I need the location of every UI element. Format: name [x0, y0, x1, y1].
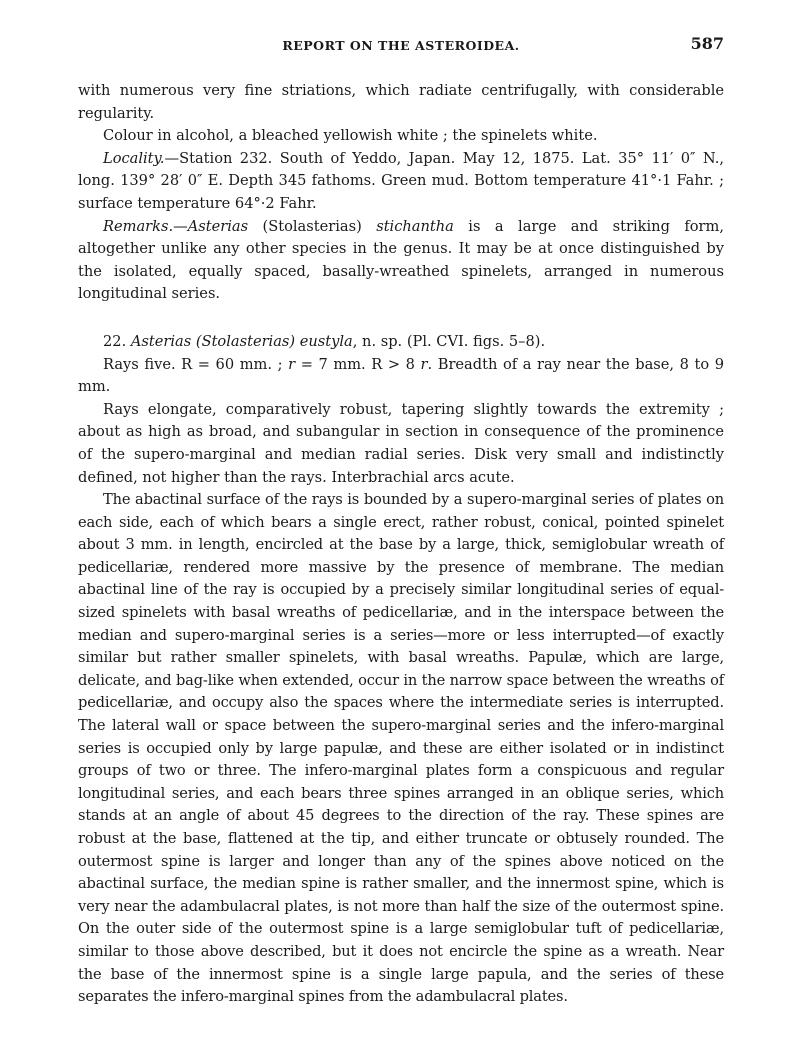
body-text — [78, 80, 724, 1009]
remarks-paragraph — [78, 216, 724, 306]
locality-paragraph — [78, 148, 724, 216]
remarks-text: is a large and striking form, altogether unlike any other species in the genus. It may be at once distinguished by the isolated, equally spaced, basally-wreathed spinelets, arranged in numerous longitudinal series. — [78, 217, 724, 303]
measurements-a: Rays five. R = 60 mm. ; — [103, 355, 283, 373]
page-number: 587 — [690, 34, 724, 53]
species-heading — [78, 331, 724, 354]
abactinal-paragraph: The abactinal surface of the rays is bounded by a supero-marginal series of plates on each side, each of which bears a single erect, rather robust, conical, pointed spinelet about 3 mm. in length, encircled at the base by a large, thick, semiglobular wreath of pedicellariæ, rendered more massive by the presence of membrane. The median abactinal line of the ray is occupied by a precisely similar longitudinal series of equal-sized spinelets with basal wreaths of pedicellariæ, and in the interspace between the median and supero-marginal series is a series—more or less interrupted—of exactly similar but rather smaller spinelets, with basal wreaths. Papulæ, which are large, delicate, and bag-like when extended, occur in the narrow space between the wreaths of pedicellariæ, and occupy also the spaces where the intermediate series is interrupted. The lateral wall or space between the supero-marginal series and the infero-marginal series is occupied only by large papulæ, and these are either isolated or in indistinct groups of two or three. The infero-marginal plates form a conspicuous and regular longitudinal series, and each bears three spines arranged in an oblique series, which stands at an angle of about 45 degrees to the direction of the ray. These spines are robust at the base, flattened at the tip, and either truncate or obtusely rounded. The outermost spine is larger and longer than any of the spines above noticed on the abactinal surface, the median spine is rather smaller, and the innermost spine, which is very near the adambulacral plates, is not more than half the size of the outermost spine. On the outer side of the outermost spine is a large semiglobular tuft of pedicellariæ, similar to those above described, but it does not encircle the spine as a wreath. Near the base of the innermost spine is a single large papula, and the series of these separates the infero-marginal spines from the adambulacral plates. — [78, 491, 724, 1006]
colour-paragraph: Colour in alcohol, a bleached yellowish white ; the spinelets white. — [103, 127, 598, 145]
species-heading-rest: , n. sp. (Pl. CVI. figs. 5–8). — [352, 332, 546, 350]
measurements-c: . Breadth of a ray near the base, 8 to 9 mm. — [78, 355, 725, 396]
running-header — [78, 34, 724, 58]
remarks-label: Remarks. — [103, 217, 174, 235]
remarks-genus: Asterias — [187, 217, 249, 235]
species-name: eustyla — [299, 332, 353, 350]
species-number: 22. — [103, 332, 127, 350]
remarks-subgenus: (Stolasterias) — [262, 217, 362, 235]
rays-paragraph: Rays elongate, comparatively robust, tapering slightly towards the extremity ; about as high as broad, and subangular in section in consequence of the prominence of the supero-marginal and median radial series. Disk very small and indistinctly defined, not higher than the rays. Interbrachial arcs acute. — [78, 400, 724, 486]
measurements-b: = 7 mm. R > 8 — [300, 355, 415, 373]
species-subgenus: (Stolasterias) — [195, 332, 296, 350]
paragraph-continuation: with numerous very fine striations, which radiate centrifugally, with considerable regularity. — [78, 82, 724, 122]
locality-text: —Station 232. South of Yeddo, Japan. May 12, 1875. Lat. 35° 11′ 0″ N., long. 139° 28′ 0″ E. Depth 345 fathoms. Green mud. Bottom temperature 41°·1 Fahr. ; surface temperature 64°·2 Fahr. — [78, 149, 724, 212]
measurements-r-symbol-2: r — [420, 355, 428, 373]
running-title: REPORT ON THE ASTEROIDEA. — [282, 38, 520, 53]
remarks-dash: — — [173, 217, 188, 235]
locality-label: Locality. — [103, 149, 165, 167]
section-gap — [78, 306, 724, 331]
species-genus: Asterias — [130, 332, 192, 350]
remarks-species: stichantha — [376, 217, 454, 235]
measurements-paragraph — [78, 354, 724, 399]
measurements-r-symbol-1: r — [288, 355, 296, 373]
